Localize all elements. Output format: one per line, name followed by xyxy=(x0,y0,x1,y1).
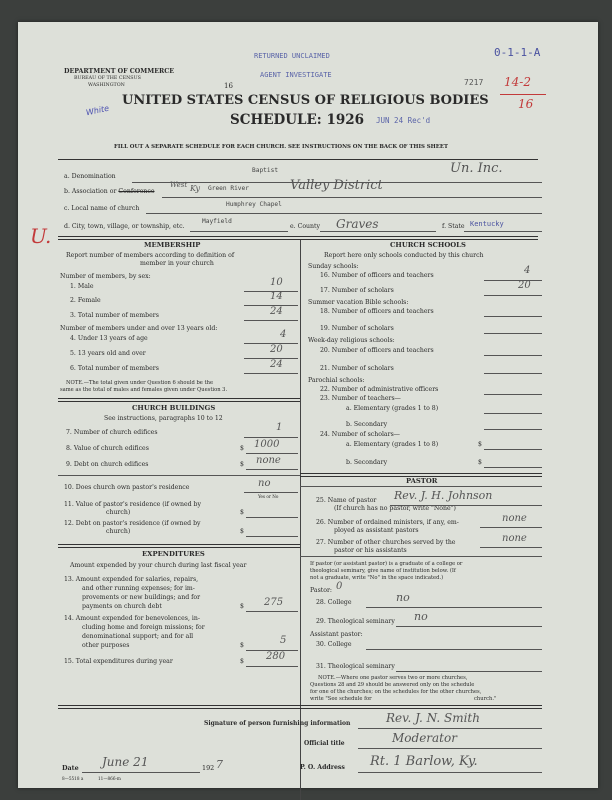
local-name-label: c. Local name of church xyxy=(64,205,140,212)
q24-label: 24. Number of scholars— xyxy=(320,431,400,438)
q19-label: 19. Number of scholars xyxy=(320,325,394,332)
stamp-agent: AGENT INVESTIGATE xyxy=(260,71,332,79)
stamp-returned: RETURNED UNCLAIMED xyxy=(254,52,330,60)
q28-value: no xyxy=(396,591,410,604)
q2-label: 2. Female xyxy=(70,297,101,304)
q11-label: 11. Value of pastor's residence (if owned by xyxy=(64,501,201,508)
year-prefix: 192 xyxy=(202,764,215,772)
q6-value: 24 xyxy=(270,359,283,370)
official-title-value: Moderator xyxy=(392,731,457,745)
q10-label: 10. Does church own pastor's residence xyxy=(64,484,190,491)
q15-value: 280 xyxy=(266,651,286,662)
schools-title: CHURCH SCHOOLS xyxy=(390,241,466,249)
q12-label: 12. Debt on pastor's residence (if owned by xyxy=(64,520,201,527)
instruction-line: FILL OUT A SEPARATE SCHEDULE FOR EACH CHURCH. SEE INSTRUCTIONS ON THE BACK OF THIS SHEET xyxy=(114,144,448,150)
q14-label: 14. Amount expended for benevolences, in- xyxy=(64,615,200,622)
white-annotation: White xyxy=(85,103,110,118)
q10-value: no xyxy=(258,478,271,489)
q29-label: 29. Theological seminary xyxy=(316,618,395,625)
city-label: d. City, town, village, or township, etc. xyxy=(64,223,185,230)
county-label: e. County xyxy=(290,223,321,230)
city-value: Mayfield xyxy=(202,218,232,225)
dept-name: DEPARTMENT OF COMMERCE xyxy=(64,68,175,75)
year-digit: 7 xyxy=(216,758,223,771)
q3-label: 3. Total number of members xyxy=(70,312,159,319)
q4-value: 4 xyxy=(280,329,287,340)
county-value: Graves xyxy=(336,217,379,231)
association-hw-ky: Ky xyxy=(190,184,200,193)
classification-code: 0-1-1-A xyxy=(494,46,541,59)
denomination-handwritten: Un. Inc. xyxy=(450,161,503,176)
q8-label: 8. Value of church edifices xyxy=(66,445,149,452)
q25-value: Rev. J. H. Johnson xyxy=(394,489,493,502)
form-code: 8—5518 a xyxy=(62,776,84,781)
center-divider xyxy=(300,240,301,800)
q8-value: 1000 xyxy=(254,439,280,450)
q4-label: 4. Under 13 years of age xyxy=(70,335,148,342)
q18-label: 18. Number of officers and teachers xyxy=(320,308,434,315)
form-code-2: 11—866-m xyxy=(98,776,121,781)
q16-label: 16. Number of officers and teachers xyxy=(320,272,434,279)
local-name-value: Humphrey Chapel xyxy=(226,201,282,208)
expenditures-title: EXPENDITURES xyxy=(142,550,205,558)
membership-title: MEMBERSHIP xyxy=(144,241,201,249)
state-label: f. State xyxy=(442,223,465,230)
q2-value: 14 xyxy=(270,291,283,302)
q30-label: 30. College xyxy=(316,641,352,648)
received-stamp: JUN 24 Rec'd xyxy=(376,116,431,125)
q28-label: 28. College xyxy=(316,599,352,606)
bureau-name: BUREAU OF THE CENSUS xyxy=(74,76,141,81)
pastor-value: 0 xyxy=(336,581,343,592)
q26-label: 26. Number of ordained ministers, if any, em- xyxy=(316,519,459,526)
association-hw-west: West xyxy=(170,181,188,189)
q29-value: no xyxy=(414,610,428,623)
city-name: WASHINGTON xyxy=(88,83,125,88)
serial-number: 7217 xyxy=(464,78,484,87)
q23-label: 23. Number of teachers— xyxy=(320,395,401,402)
q17-label: 17. Number of scholars xyxy=(320,287,394,294)
q25-label: 25. Name of pastor xyxy=(316,497,377,504)
red-mark-16: 16 xyxy=(518,97,534,111)
signature-value: Rev. J. N. Smith xyxy=(386,711,480,725)
census-form: DEPARTMENT OF COMMERCE BUREAU OF THE CENSUS WASHINGTON 16 RETURNED UNCLAIMED AGENT INVESTIGATE 7217 0-1-1-A 14-2 16 White UNITED STATES CENSUS OF RELIGIOUS BODIES SCHEDULE: 1926 JUN 24 Rec'd FILL OUT A SEPARATE SCHEDULE FOR EACH CHURCH. SEE INSTRUCTIONS ON THE BACK OF THIS SHEET a. Denomination Baptist Un. Inc. b. Association or Conference West Ky Green River Valley District c. Local name of church Humphrey Chapel d. City, town, village, or township, etc. Mayfield e. County Graves f. State Kentucky U. MEMBERSHIP Report number of members according to definition of member in your church Number of members, by sex: 1. Male 10 2. Female 14 3. Total number of members 24 Number of members under and over 13 years old: 4. Under 13 years of age 4 5. 13 years old and over 20 6. Total number of members 24 NOTE.—The total given under Question 6 should be the same as the total of males and females given under Question 3. CHURCH BUILDINGS See instructions, paragraphs 10 to 12 7. Number of church edifices 1 8. Value of church edifices $ 1000 9. Debt on church edifices $ none 10. Does church own pastor's residence no Yes or No 11. Value of pastor's residence (if owned by church) $ 12. Debt on pastor's residence (if owned by church) $ EXPENDITURES Amount expended by your church during last fiscal year 13. Amount expended for salaries, repairs, and other running expenses; for im- provements or new buildings; and for payments on church debt $ 275 14. Amount expended for benevolences, in- cluding home and foreign missions; for denominational support; and for all other purposes $ 5 15. Total expenditures during year $ 280 CHURCH SCHOOLS Report here only schools conducted by this church Sunday schools: 16. Number of officers and teachers 4 17. Number of scholars 20 Summer vacation Bible schools: 18. Number of officers and teachers 19. Number of scholars Week-day religious schools: 20. Number of officers and teachers 21. Number of scholars Parochial schools: 22. Number of administrative officers 23. Number of teachers— a. Elementary (grades 1 to 8) b. Secondary 24. Number of scholars— a. Elementary (grades 1 to 8) $ b. Secondary $ PASTOR 25. Name of pastor (If church has no pastor, write "None") Rev. J. H. Johnson 26. Number of ordained ministers, if any, em- ployed as assistant pastors none 27. Number of other churches served by the pastor or his assistants none If pastor (or assistant pastor) is a graduate of a college or theological seminary, give name of institution below. (If not a graduate, write "No" in the space indicated.) Pastor: 0 28. College no 29. Theological seminary no Assistant pastor: 30. College 31. Theological seminary NOTE.—Where one pastor serves two or more churches, Questions 28 and 29 should be answered only on the schedule for one of the churches; on the schedules for the other churches, write "See schedule for church." Signature of person furnishing information Rev. J. N. Smith Official title Moderator Date June 21 192 7 P. O. Address Rt. 1 Barlow, Ky. 8—5518 a 11—866-m xyxy=(18,22,598,788)
q17-value: 20 xyxy=(518,280,531,291)
q21-label: 21. Number of scholars xyxy=(320,365,394,372)
address-label: P. O. Address xyxy=(300,764,345,771)
q9-value: none xyxy=(256,455,281,466)
q6-label: 6. Total number of members xyxy=(70,365,159,372)
form-number-16: 16 xyxy=(224,82,233,90)
q5-value: 20 xyxy=(270,344,283,355)
q27-label: 27. Number of other churches served by the xyxy=(316,539,456,546)
state-value: Kentucky xyxy=(470,220,504,228)
q14-value: 5 xyxy=(280,635,287,646)
q1-value: 10 xyxy=(270,277,283,288)
q9-label: 9. Debt on church edifices xyxy=(66,461,149,468)
q13-label: 13. Amount expended for salaries, repairs, xyxy=(64,576,199,583)
q27-value: none xyxy=(502,533,527,544)
header-rule xyxy=(58,159,538,160)
buildings-title: CHURCH BUILDINGS xyxy=(132,404,216,412)
q13-value: 275 xyxy=(264,597,284,608)
q26-value: none xyxy=(502,513,527,524)
red-underline xyxy=(500,94,546,95)
pastor-title: PASTOR xyxy=(406,477,438,485)
red-mark-u: U. xyxy=(30,224,52,248)
date-label: Date xyxy=(62,764,79,772)
form-title: UNITED STATES CENSUS OF RELIGIOUS BODIES xyxy=(122,93,489,108)
q22-label: 22. Number of administrative officers xyxy=(320,386,439,393)
q3-value: 24 xyxy=(270,306,283,317)
q16-value: 4 xyxy=(524,265,531,276)
q15-label: 15. Total expenditures during year xyxy=(64,658,173,665)
q20-label: 20. Number of officers and teachers xyxy=(320,347,434,354)
official-title-label: Official title xyxy=(304,740,345,747)
association-hw-district: Valley District xyxy=(290,178,383,193)
association-value: Green River xyxy=(208,185,249,192)
schedule-year: SCHEDULE: 1926 xyxy=(230,112,365,128)
q31-label: 31. Theological seminary xyxy=(316,663,395,670)
association-label: b. Association or Conference xyxy=(64,188,155,195)
q1-label: 1. Male xyxy=(70,283,94,290)
q7-value: 1 xyxy=(276,422,283,433)
q5-label: 5. 13 years old and over xyxy=(70,350,146,357)
denomination-value: Baptist xyxy=(252,167,279,174)
q7-label: 7. Number of church edifices xyxy=(66,429,158,436)
date-value: June 21 xyxy=(102,755,149,769)
address-value: Rt. 1 Barlow, Ky. xyxy=(370,754,478,769)
red-mark-top: 14-2 xyxy=(504,75,531,89)
signature-label: Signature of person furnishing information xyxy=(204,720,351,727)
denomination-label: a. Denomination xyxy=(64,173,116,180)
